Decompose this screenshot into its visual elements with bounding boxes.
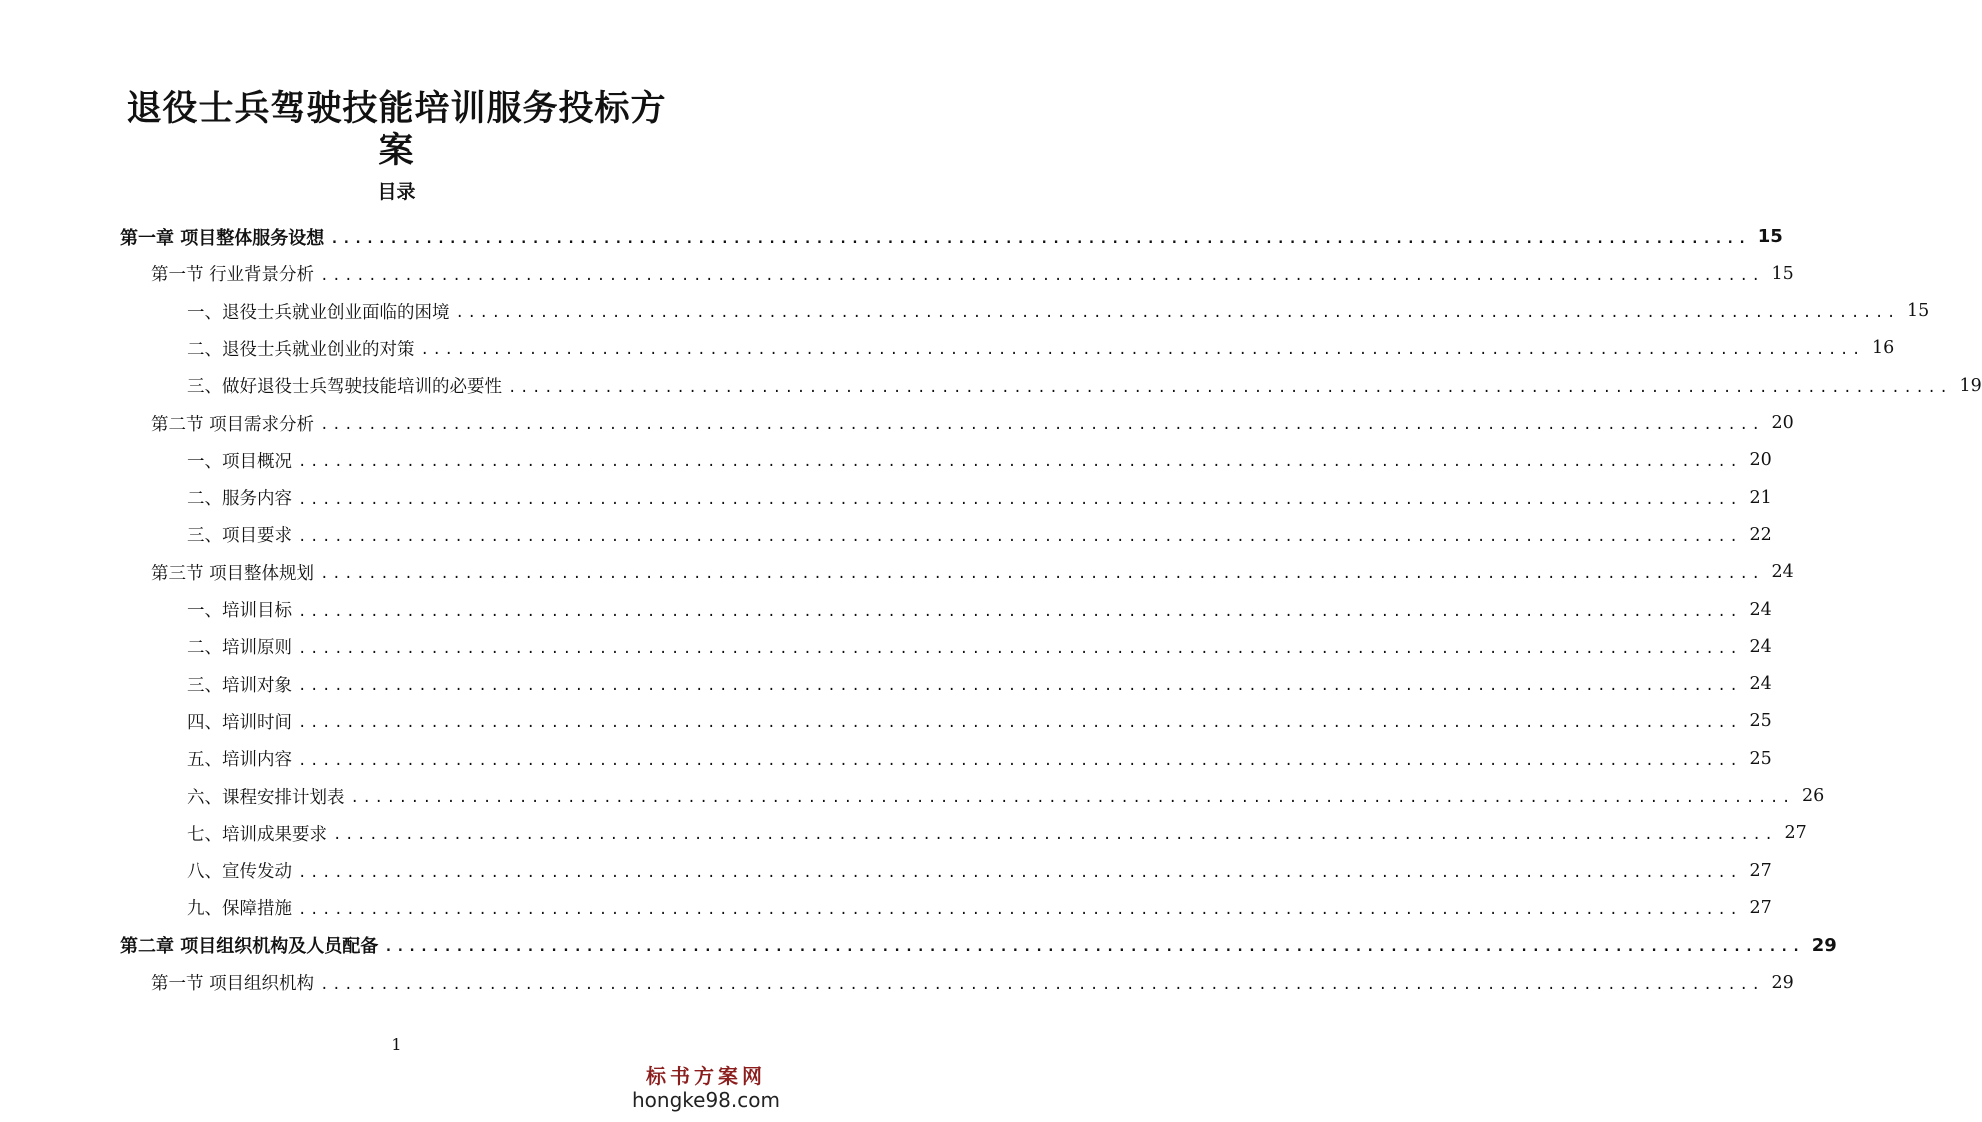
toc-dot-leader: ........................................................................................................................ (320, 976, 1764, 993)
toc-entry-page: 15 (1906, 301, 1930, 322)
toc-entry[interactable] (187, 740, 1772, 777)
toc-entry-page: 25 (1749, 711, 1772, 732)
toc-dot-leader: ........................................................................................................................ (298, 715, 1742, 732)
toc-entry[interactable] (187, 330, 1895, 367)
toc-dot-leader: ........................................................................................................................ (298, 901, 1742, 918)
toc-entry-page: 15 (1771, 263, 1794, 284)
toc-entry[interactable] (120, 927, 1837, 964)
toc-entry[interactable] (187, 293, 1930, 330)
toc-entry[interactable] (187, 778, 1825, 815)
toc-dot-leader: ........................................................................................................................ (298, 864, 1742, 881)
toc-entry-page: 15 (1757, 226, 1783, 247)
toc-entry-page: 29 (1811, 934, 1837, 956)
toc-entry-label: 三、做好退役士兵驾驶技能培训的必要性 (187, 377, 502, 398)
toc-entry[interactable] (187, 442, 1772, 479)
toc-entry-page: 21 (1749, 487, 1772, 508)
toc-heading: 目录 (377, 181, 416, 203)
toc-entry[interactable] (187, 367, 1982, 404)
toc-entry[interactable] (187, 815, 1807, 852)
toc-entry[interactable] (187, 889, 1772, 926)
toc-dot-leader: ........................................................................................................................ (320, 566, 1764, 583)
toc-dot-leader: ........................................................................................................................ (420, 342, 1864, 359)
toc-entry[interactable] (151, 554, 1794, 591)
document-title: 退役士兵驾驶技能培训服务投标方案 (126, 89, 667, 171)
toc-dot-leader: ........................................................................................................................ (298, 454, 1742, 471)
toc-entry[interactable] (151, 405, 1794, 442)
toc-entry-page: 16 (1871, 338, 1895, 359)
toc-dot-leader: ........................................................................................................................ (320, 267, 1764, 284)
toc-entry[interactable] (187, 852, 1772, 889)
toc-entry-label: 第一节 项目组织机构 (151, 974, 315, 994)
toc-dot-leader: ........................................................................................................................ (320, 417, 1764, 433)
toc-dot-leader: ........................................................................................................................ (508, 379, 1952, 396)
toc-dot-leader: ........................................................................................................................ (384, 939, 1804, 956)
toc-entry-page: 24 (1749, 674, 1772, 695)
toc-entry-page: 29 (1771, 972, 1794, 993)
toc-entry-page: 27 (1784, 823, 1807, 844)
toc-entry[interactable] (187, 516, 1772, 553)
toc-entry-label: 二、退役士兵就业创业的对策 (187, 339, 415, 360)
toc-entry-label: 三、培训对象 (187, 675, 292, 696)
toc-entry-label: 第一节 行业背景分析 (151, 265, 315, 286)
toc-entry[interactable] (151, 255, 1794, 292)
toc-dot-leader: ........................................................................................................................ (455, 305, 1899, 322)
toc-entry[interactable] (187, 628, 1772, 665)
toc-entry[interactable] (187, 666, 1772, 703)
toc-entry-page: 20 (1771, 413, 1794, 433)
watermark-site-name: 标书方案网 (646, 1064, 766, 1088)
toc-dot-leader: ........................................................................................................................ (298, 491, 1742, 508)
toc-entry-label: 第二章 项目组织机构及人员配备 (120, 936, 379, 958)
toc-dot-leader: ........................................................................................................................ (298, 528, 1742, 545)
toc-entry-label: 一、项目概况 (187, 451, 292, 472)
toc-entry[interactable] (187, 703, 1772, 740)
toc-entry-label: 第二节 项目需求分析 (151, 414, 315, 435)
toc-entry-page: 24 (1749, 599, 1772, 620)
toc-entry-label: 二、培训原则 (187, 638, 292, 659)
toc-entry-page: 25 (1749, 748, 1772, 769)
toc-dot-leader: ........................................................................................................................ (350, 790, 1794, 806)
toc-dot-leader: ........................................................................................................................ (298, 603, 1742, 620)
toc-entry-page: 27 (1749, 860, 1772, 881)
toc-entry-label: 四、培训时间 (187, 712, 292, 733)
toc-entry-page: 24 (1749, 636, 1772, 657)
toc-entry-label: 二、服务内容 (187, 489, 292, 510)
toc-entry-label: 一、退役士兵就业创业面临的困境 (187, 302, 450, 323)
toc-entry[interactable] (151, 964, 1794, 1001)
toc-entry-label: 第三节 项目整体规划 (151, 563, 315, 584)
toc-entry-label: 七、培训成果要求 (187, 824, 327, 845)
toc-entry-label: 一、培训目标 (187, 601, 292, 621)
toc-entry-label: 五、培训内容 (187, 750, 292, 771)
toc-entry-label: 三、项目要求 (187, 526, 292, 547)
watermark-url: hongke98.com (632, 1088, 780, 1112)
toc-entry[interactable] (120, 218, 1783, 255)
toc-dot-leader: ........................................................................................................................ (330, 230, 1750, 247)
toc-entry-label: 六、课程安排计划表 (187, 787, 345, 808)
toc-entry-page: 26 (1801, 786, 1825, 806)
toc-dot-leader: ........................................................................................................................ (298, 678, 1742, 695)
toc-entry-page: 19 (1959, 375, 1982, 396)
toc-entry[interactable] (187, 479, 1772, 516)
toc-entry-label: 九、保障措施 (187, 899, 292, 920)
toc-dot-leader: ........................................................................................................................ (333, 827, 1777, 844)
toc-dot-leader: ........................................................................................................................ (298, 752, 1742, 769)
toc-entry-label: 第一章 项目整体服务设想 (120, 227, 325, 249)
toc-entry-page: 24 (1771, 562, 1794, 583)
toc-entry-page: 22 (1749, 524, 1772, 545)
toc-entry-label: 八、宣传发动 (187, 862, 292, 883)
toc-dot-leader: ........................................................................................................................ (298, 640, 1742, 657)
watermark-logo (631, 1064, 781, 1112)
toc-entry-page: 20 (1749, 450, 1772, 471)
page-number: 1 (391, 1035, 402, 1054)
toc-entry-page: 27 (1749, 897, 1772, 918)
toc-entry[interactable] (187, 591, 1772, 628)
